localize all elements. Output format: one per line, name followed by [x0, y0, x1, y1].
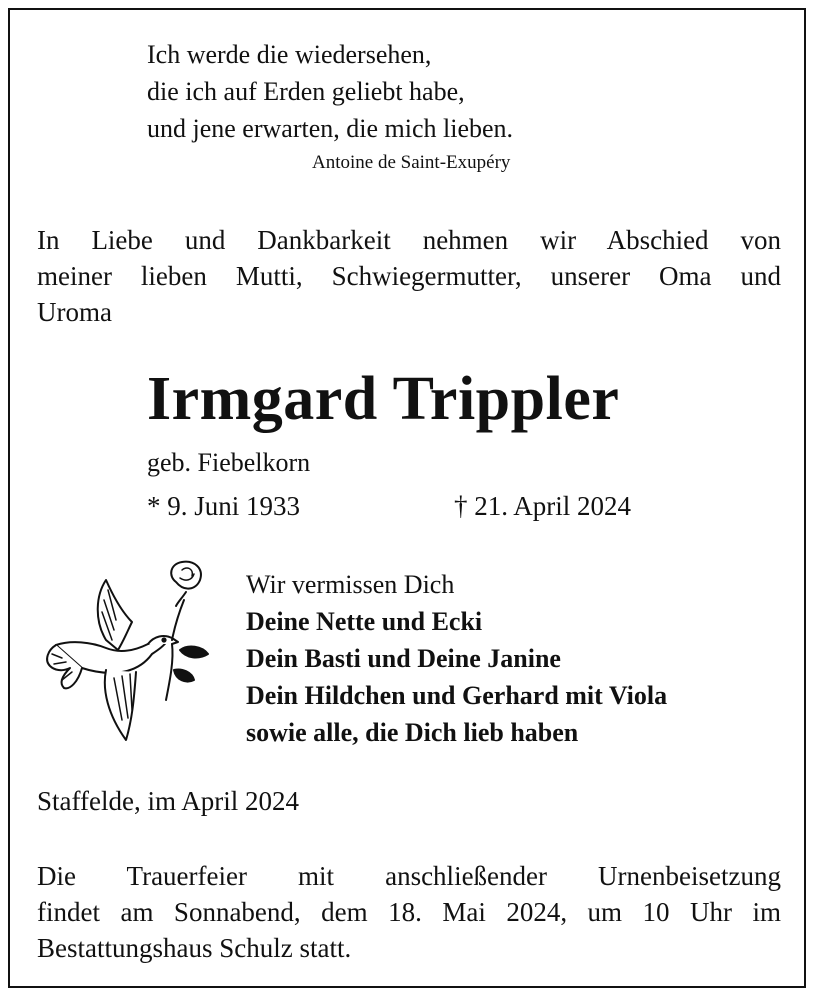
maiden-name: geb. Fiebelkorn [147, 448, 311, 477]
poem-line: Ich werde die wiedersehen, [147, 40, 432, 69]
birth-date: * 9. Juni 1933 [147, 491, 301, 521]
farewell-text [37, 222, 781, 330]
deceased-name: Irmgard Trippler [147, 365, 620, 433]
mourner-line: Dein Hildchen und Gerhard mit Viola [246, 681, 668, 710]
mourner-line: sowie alle, die Dich lieb haben [246, 718, 579, 747]
funeral-line: Bestattungshaus Schulz statt. [37, 933, 352, 963]
poem [147, 36, 513, 147]
mourner-line: Deine Nette und Ecki [246, 607, 483, 636]
death-date: † 21. April 2024 [454, 491, 632, 521]
place-and-date: Staffelde, im April 2024 [37, 786, 299, 816]
farewell-line: In Liebe und Dankbarkeit nehmen wir Abschied von [37, 225, 781, 255]
mourners-intro: Wir vermissen Dich [246, 570, 455, 599]
farewell-line: Uroma [37, 297, 112, 327]
mourner-line: Dein Basti und Deine Janine [246, 644, 561, 673]
dove-with-rose-icon [36, 550, 216, 750]
mourners-list [246, 566, 667, 751]
obituary-notice [8, 8, 806, 988]
funeral-line: Die Trauerfeier mit anschließender Urnenbeisetzung [37, 861, 781, 891]
poem-line: die ich auf Erden geliebt habe, [147, 77, 465, 106]
funeral-details [37, 858, 781, 966]
farewell-line: meiner lieben Mutti, Schwiegermutter, unserer Oma und [37, 261, 781, 291]
poem-line: und jene erwarten, die mich lieben. [147, 114, 514, 143]
funeral-line: findet am Sonnabend, dem 18. Mai 2024, um 10 Uhr im [37, 897, 781, 927]
poem-author: Antoine de Saint-Exupéry [312, 152, 511, 173]
